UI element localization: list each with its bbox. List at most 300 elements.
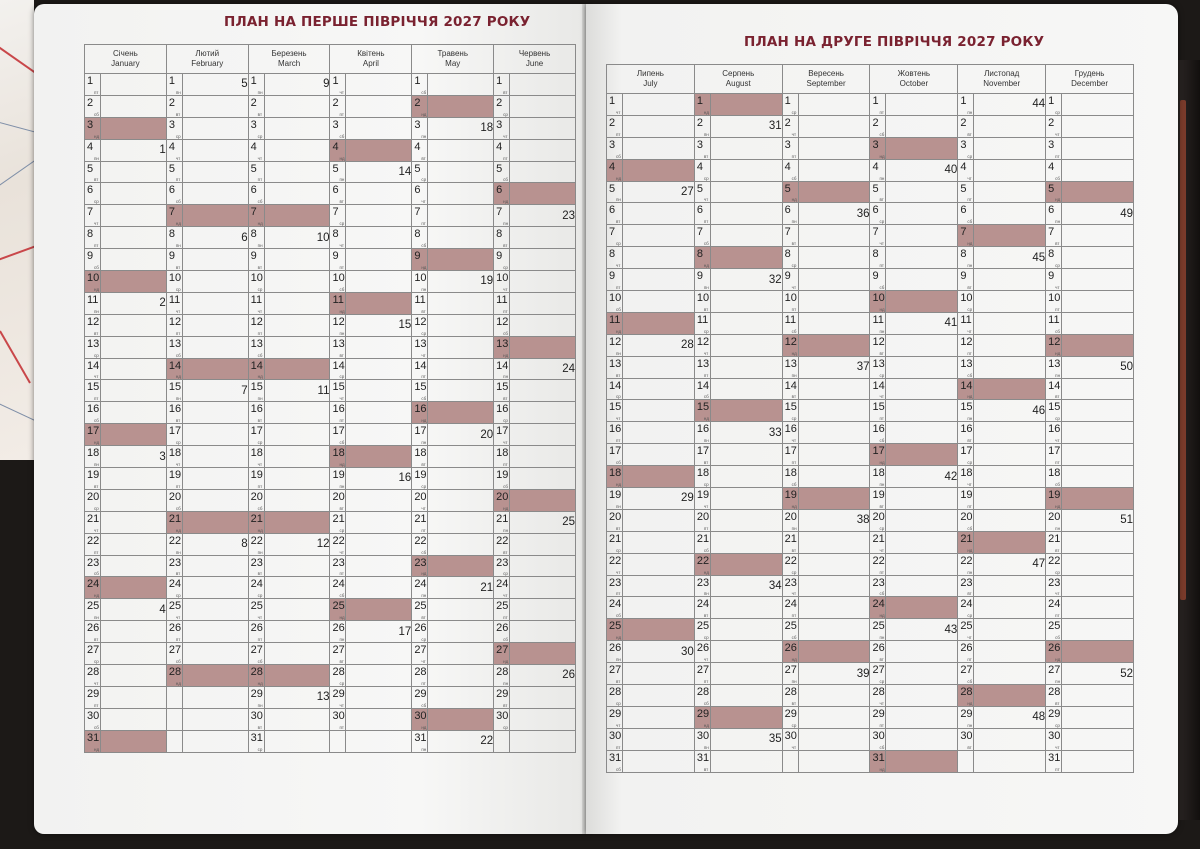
day-note-cell[interactable] <box>886 422 958 444</box>
day-note-cell[interactable] <box>886 706 958 728</box>
day-note-cell[interactable] <box>798 575 870 597</box>
day-note-cell[interactable] <box>346 446 412 468</box>
day-note-cell[interactable] <box>1062 685 1134 707</box>
day-note-cell[interactable] <box>623 422 695 444</box>
day-note-cell[interactable] <box>428 227 494 249</box>
day-note-cell[interactable] <box>428 511 494 533</box>
day-note-cell[interactable] <box>264 424 330 446</box>
day-note-cell[interactable] <box>510 643 576 665</box>
day-note-cell[interactable] <box>182 402 248 424</box>
day-note-cell[interactable] <box>428 599 494 621</box>
day-note-cell[interactable] <box>623 466 695 488</box>
day-note-cell[interactable] <box>346 271 412 293</box>
day-note-cell[interactable] <box>264 533 330 555</box>
day-note-cell[interactable] <box>886 181 958 203</box>
day-note-cell[interactable] <box>428 708 494 730</box>
day-note-cell[interactable] <box>1062 444 1134 466</box>
day-note-cell[interactable] <box>1062 159 1134 181</box>
day-note-cell[interactable] <box>886 94 958 116</box>
day-note-cell[interactable] <box>346 555 412 577</box>
day-note-cell[interactable] <box>428 577 494 599</box>
day-note-cell[interactable] <box>1062 663 1134 685</box>
day-note-cell[interactable] <box>264 314 330 336</box>
day-note-cell[interactable] <box>798 444 870 466</box>
day-note-cell[interactable] <box>346 358 412 380</box>
day-note-cell[interactable] <box>798 641 870 663</box>
day-note-cell[interactable] <box>974 597 1046 619</box>
day-note-cell[interactable] <box>101 489 167 511</box>
day-note-cell[interactable] <box>101 468 167 490</box>
day-note-cell[interactable] <box>886 466 958 488</box>
day-note-cell[interactable] <box>798 400 870 422</box>
day-note-cell[interactable] <box>346 621 412 643</box>
day-note-cell[interactable] <box>623 378 695 400</box>
day-note-cell[interactable] <box>886 137 958 159</box>
day-note-cell[interactable] <box>346 511 412 533</box>
day-note-cell[interactable] <box>101 730 167 752</box>
day-note-cell[interactable] <box>710 509 782 531</box>
day-note-cell[interactable] <box>623 94 695 116</box>
day-note-cell[interactable] <box>510 402 576 424</box>
day-note-cell[interactable] <box>1062 94 1134 116</box>
day-note-cell[interactable] <box>623 597 695 619</box>
day-note-cell[interactable] <box>886 356 958 378</box>
day-note-cell[interactable] <box>182 643 248 665</box>
day-note-cell[interactable] <box>710 159 782 181</box>
day-note-cell[interactable] <box>710 334 782 356</box>
day-note-cell[interactable] <box>182 533 248 555</box>
day-note-cell[interactable] <box>710 728 782 750</box>
day-note-cell[interactable] <box>510 599 576 621</box>
day-note-cell[interactable] <box>886 728 958 750</box>
day-note-cell[interactable] <box>101 74 167 96</box>
day-note-cell[interactable] <box>974 641 1046 663</box>
day-note-cell[interactable] <box>886 159 958 181</box>
day-note-cell[interactable] <box>428 446 494 468</box>
day-note-cell[interactable] <box>428 468 494 490</box>
day-note-cell[interactable] <box>264 468 330 490</box>
day-note-cell[interactable] <box>510 117 576 139</box>
day-note-cell[interactable] <box>428 74 494 96</box>
day-note-cell[interactable] <box>798 728 870 750</box>
day-note-cell[interactable] <box>346 95 412 117</box>
day-note-cell[interactable] <box>510 183 576 205</box>
day-note-cell[interactable] <box>346 139 412 161</box>
day-note-cell[interactable] <box>101 292 167 314</box>
day-note-cell[interactable] <box>710 531 782 553</box>
day-note-cell[interactable] <box>974 466 1046 488</box>
day-note-cell[interactable] <box>182 314 248 336</box>
day-note-cell[interactable] <box>346 74 412 96</box>
day-note-cell[interactable] <box>623 728 695 750</box>
day-note-cell[interactable] <box>428 686 494 708</box>
day-note-cell[interactable] <box>182 599 248 621</box>
day-note-cell[interactable] <box>710 378 782 400</box>
day-note-cell[interactable] <box>974 575 1046 597</box>
day-note-cell[interactable] <box>510 336 576 358</box>
day-note-cell[interactable] <box>974 115 1046 137</box>
day-note-cell[interactable] <box>974 137 1046 159</box>
day-note-cell[interactable] <box>1062 488 1134 510</box>
day-note-cell[interactable] <box>101 139 167 161</box>
day-note-cell[interactable] <box>346 249 412 271</box>
day-note-cell[interactable] <box>182 555 248 577</box>
day-note-cell[interactable] <box>510 358 576 380</box>
day-note-cell[interactable] <box>1062 619 1134 641</box>
day-note-cell[interactable] <box>264 161 330 183</box>
day-note-cell[interactable] <box>798 312 870 334</box>
day-note-cell[interactable] <box>798 159 870 181</box>
day-note-cell[interactable] <box>264 577 330 599</box>
day-note-cell[interactable] <box>974 422 1046 444</box>
day-note-cell[interactable] <box>1062 706 1134 728</box>
day-note-cell[interactable] <box>264 183 330 205</box>
day-note-cell[interactable] <box>974 488 1046 510</box>
day-note-cell[interactable] <box>710 137 782 159</box>
day-note-cell[interactable] <box>346 468 412 490</box>
day-note-cell[interactable] <box>1062 269 1134 291</box>
day-note-cell[interactable] <box>346 227 412 249</box>
day-note-cell[interactable] <box>1062 356 1134 378</box>
day-note-cell[interactable] <box>264 271 330 293</box>
day-note-cell[interactable] <box>510 205 576 227</box>
day-note-cell[interactable] <box>1062 203 1134 225</box>
day-note-cell[interactable] <box>710 663 782 685</box>
day-note-cell[interactable] <box>886 619 958 641</box>
day-note-cell[interactable] <box>623 575 695 597</box>
day-note-cell[interactable] <box>798 553 870 575</box>
day-note-cell[interactable] <box>710 115 782 137</box>
day-note-cell[interactable] <box>510 489 576 511</box>
day-note-cell[interactable] <box>510 139 576 161</box>
day-note-cell[interactable] <box>264 358 330 380</box>
day-note-cell[interactable] <box>886 203 958 225</box>
day-note-cell[interactable] <box>101 555 167 577</box>
day-note-cell[interactable] <box>510 686 576 708</box>
day-note-cell[interactable] <box>182 227 248 249</box>
day-note-cell[interactable] <box>974 312 1046 334</box>
day-note-cell[interactable] <box>510 249 576 271</box>
day-note-cell[interactable] <box>101 599 167 621</box>
day-note-cell[interactable] <box>798 488 870 510</box>
day-note-cell[interactable] <box>623 269 695 291</box>
day-note-cell[interactable] <box>101 424 167 446</box>
day-note-cell[interactable] <box>798 203 870 225</box>
day-note-cell[interactable] <box>428 336 494 358</box>
day-note-cell[interactable] <box>974 334 1046 356</box>
day-note-cell[interactable] <box>428 489 494 511</box>
day-note-cell[interactable] <box>182 161 248 183</box>
day-note-cell[interactable] <box>886 444 958 466</box>
day-note-cell[interactable] <box>182 489 248 511</box>
day-note-cell[interactable] <box>710 247 782 269</box>
day-note-cell[interactable] <box>101 161 167 183</box>
day-note-cell[interactable] <box>1062 531 1134 553</box>
day-note-cell[interactable] <box>974 685 1046 707</box>
day-note-cell[interactable] <box>346 533 412 555</box>
day-note-cell[interactable] <box>710 750 782 772</box>
day-note-cell[interactable] <box>264 643 330 665</box>
day-note-cell[interactable] <box>886 663 958 685</box>
day-note-cell[interactable] <box>510 227 576 249</box>
day-note-cell[interactable] <box>798 378 870 400</box>
day-note-cell[interactable] <box>101 358 167 380</box>
day-note-cell[interactable] <box>264 205 330 227</box>
day-note-cell[interactable] <box>428 380 494 402</box>
day-note-cell[interactable] <box>974 706 1046 728</box>
day-note-cell[interactable] <box>710 181 782 203</box>
day-note-cell[interactable] <box>182 249 248 271</box>
day-note-cell[interactable] <box>428 161 494 183</box>
day-note-cell[interactable] <box>346 424 412 446</box>
day-note-cell[interactable] <box>710 466 782 488</box>
day-note-cell[interactable] <box>101 227 167 249</box>
day-note-cell[interactable] <box>623 312 695 334</box>
day-note-cell[interactable] <box>1062 334 1134 356</box>
day-note-cell[interactable] <box>623 291 695 313</box>
day-note-cell[interactable] <box>101 446 167 468</box>
day-note-cell[interactable] <box>1062 247 1134 269</box>
day-note-cell[interactable] <box>101 577 167 599</box>
day-note-cell[interactable] <box>264 139 330 161</box>
day-note-cell[interactable] <box>264 555 330 577</box>
day-note-cell[interactable] <box>428 358 494 380</box>
day-note-cell[interactable] <box>510 468 576 490</box>
day-note-cell[interactable] <box>886 685 958 707</box>
day-note-cell[interactable] <box>623 553 695 575</box>
day-note-cell[interactable] <box>623 137 695 159</box>
day-note-cell[interactable] <box>710 203 782 225</box>
day-note-cell[interactable] <box>710 400 782 422</box>
day-note-cell[interactable] <box>510 424 576 446</box>
day-note-cell[interactable] <box>264 336 330 358</box>
day-note-cell[interactable] <box>798 685 870 707</box>
day-note-cell[interactable] <box>974 728 1046 750</box>
day-note-cell[interactable] <box>346 380 412 402</box>
day-note-cell[interactable] <box>1062 137 1134 159</box>
day-note-cell[interactable] <box>710 356 782 378</box>
day-note-cell[interactable] <box>428 117 494 139</box>
day-note-cell[interactable] <box>886 378 958 400</box>
day-note-cell[interactable] <box>623 247 695 269</box>
day-note-cell[interactable] <box>1062 422 1134 444</box>
day-note-cell[interactable] <box>182 665 248 687</box>
day-note-cell[interactable] <box>974 400 1046 422</box>
day-note-cell[interactable] <box>182 577 248 599</box>
day-note-cell[interactable] <box>264 665 330 687</box>
day-note-cell[interactable] <box>510 271 576 293</box>
day-note-cell[interactable] <box>886 509 958 531</box>
day-note-cell[interactable] <box>798 225 870 247</box>
day-note-cell[interactable] <box>510 665 576 687</box>
day-note-cell[interactable] <box>974 159 1046 181</box>
day-note-cell[interactable] <box>182 74 248 96</box>
day-note-cell[interactable] <box>428 205 494 227</box>
day-note-cell[interactable] <box>798 356 870 378</box>
day-note-cell[interactable] <box>264 227 330 249</box>
day-note-cell[interactable] <box>886 269 958 291</box>
day-note-cell[interactable] <box>798 269 870 291</box>
day-note-cell[interactable] <box>974 553 1046 575</box>
day-note-cell[interactable] <box>1062 728 1134 750</box>
day-note-cell[interactable] <box>264 511 330 533</box>
day-note-cell[interactable] <box>264 708 330 730</box>
day-note-cell[interactable] <box>974 225 1046 247</box>
day-note-cell[interactable] <box>974 247 1046 269</box>
day-note-cell[interactable] <box>623 444 695 466</box>
day-note-cell[interactable] <box>264 446 330 468</box>
day-note-cell[interactable] <box>886 553 958 575</box>
day-note-cell[interactable] <box>623 181 695 203</box>
day-note-cell[interactable] <box>1062 225 1134 247</box>
day-note-cell[interactable] <box>710 269 782 291</box>
day-note-cell[interactable] <box>974 509 1046 531</box>
day-note-cell[interactable] <box>264 730 330 752</box>
day-note-cell[interactable] <box>101 95 167 117</box>
day-note-cell[interactable] <box>182 358 248 380</box>
day-note-cell[interactable] <box>428 621 494 643</box>
day-note-cell[interactable] <box>623 706 695 728</box>
day-note-cell[interactable] <box>974 203 1046 225</box>
day-note-cell[interactable] <box>182 292 248 314</box>
day-note-cell[interactable] <box>101 314 167 336</box>
day-note-cell[interactable] <box>264 292 330 314</box>
day-note-cell[interactable] <box>264 95 330 117</box>
day-note-cell[interactable] <box>182 205 248 227</box>
day-note-cell[interactable] <box>798 466 870 488</box>
day-note-cell[interactable] <box>1062 312 1134 334</box>
day-note-cell[interactable] <box>101 205 167 227</box>
day-note-cell[interactable] <box>510 577 576 599</box>
day-note-cell[interactable] <box>428 402 494 424</box>
day-note-cell[interactable] <box>1062 291 1134 313</box>
day-note-cell[interactable] <box>428 183 494 205</box>
day-note-cell[interactable] <box>101 402 167 424</box>
day-note-cell[interactable] <box>974 531 1046 553</box>
day-note-cell[interactable] <box>798 663 870 685</box>
day-note-cell[interactable] <box>710 619 782 641</box>
day-note-cell[interactable] <box>346 665 412 687</box>
day-note-cell[interactable] <box>1062 400 1134 422</box>
day-note-cell[interactable] <box>428 249 494 271</box>
day-note-cell[interactable] <box>264 249 330 271</box>
day-note-cell[interactable] <box>1062 181 1134 203</box>
day-note-cell[interactable] <box>101 249 167 271</box>
day-note-cell[interactable] <box>798 706 870 728</box>
day-note-cell[interactable] <box>798 531 870 553</box>
day-note-cell[interactable] <box>886 291 958 313</box>
day-note-cell[interactable] <box>886 531 958 553</box>
day-note-cell[interactable] <box>798 247 870 269</box>
day-note-cell[interactable] <box>182 336 248 358</box>
day-note-cell[interactable] <box>182 446 248 468</box>
day-note-cell[interactable] <box>101 511 167 533</box>
day-note-cell[interactable] <box>510 95 576 117</box>
day-note-cell[interactable] <box>974 181 1046 203</box>
day-note-cell[interactable] <box>101 380 167 402</box>
day-note-cell[interactable] <box>428 643 494 665</box>
day-note-cell[interactable] <box>798 619 870 641</box>
day-note-cell[interactable] <box>264 686 330 708</box>
day-note-cell[interactable] <box>1062 509 1134 531</box>
day-note-cell[interactable] <box>346 402 412 424</box>
day-note-cell[interactable] <box>710 597 782 619</box>
day-note-cell[interactable] <box>428 555 494 577</box>
day-note-cell[interactable] <box>886 488 958 510</box>
day-note-cell[interactable] <box>346 686 412 708</box>
day-note-cell[interactable] <box>346 643 412 665</box>
day-note-cell[interactable] <box>428 424 494 446</box>
day-note-cell[interactable] <box>886 225 958 247</box>
day-note-cell[interactable] <box>623 750 695 772</box>
day-note-cell[interactable] <box>346 161 412 183</box>
day-note-cell[interactable] <box>346 292 412 314</box>
day-note-cell[interactable] <box>886 575 958 597</box>
day-note-cell[interactable] <box>974 356 1046 378</box>
day-note-cell[interactable] <box>974 378 1046 400</box>
day-note-cell[interactable] <box>101 336 167 358</box>
day-note-cell[interactable] <box>510 511 576 533</box>
day-note-cell[interactable] <box>101 621 167 643</box>
day-note-cell[interactable] <box>428 665 494 687</box>
day-note-cell[interactable] <box>101 117 167 139</box>
day-note-cell[interactable] <box>101 271 167 293</box>
day-note-cell[interactable] <box>182 511 248 533</box>
day-note-cell[interactable] <box>710 553 782 575</box>
day-note-cell[interactable] <box>974 444 1046 466</box>
day-note-cell[interactable] <box>974 619 1046 641</box>
day-note-cell[interactable] <box>428 95 494 117</box>
day-note-cell[interactable] <box>101 533 167 555</box>
day-note-cell[interactable] <box>101 686 167 708</box>
day-note-cell[interactable] <box>510 446 576 468</box>
day-note-cell[interactable] <box>101 708 167 730</box>
day-note-cell[interactable] <box>346 599 412 621</box>
day-note-cell[interactable] <box>886 400 958 422</box>
day-note-cell[interactable] <box>510 621 576 643</box>
day-note-cell[interactable] <box>710 94 782 116</box>
day-note-cell[interactable] <box>886 597 958 619</box>
day-note-cell[interactable] <box>798 422 870 444</box>
day-note-cell[interactable] <box>428 314 494 336</box>
day-note-cell[interactable] <box>1062 750 1134 772</box>
day-note-cell[interactable] <box>623 334 695 356</box>
day-note-cell[interactable] <box>1062 115 1134 137</box>
day-note-cell[interactable] <box>710 225 782 247</box>
day-note-cell[interactable] <box>798 94 870 116</box>
day-note-cell[interactable] <box>1062 553 1134 575</box>
day-note-cell[interactable] <box>182 468 248 490</box>
day-note-cell[interactable] <box>974 291 1046 313</box>
day-note-cell[interactable] <box>346 708 412 730</box>
day-note-cell[interactable] <box>346 489 412 511</box>
day-note-cell[interactable] <box>428 730 494 752</box>
day-note-cell[interactable] <box>182 139 248 161</box>
day-note-cell[interactable] <box>510 161 576 183</box>
day-note-cell[interactable] <box>510 74 576 96</box>
day-note-cell[interactable] <box>1062 466 1134 488</box>
day-note-cell[interactable] <box>101 183 167 205</box>
day-note-cell[interactable] <box>798 291 870 313</box>
day-note-cell[interactable] <box>264 402 330 424</box>
day-note-cell[interactable] <box>886 334 958 356</box>
day-note-cell[interactable] <box>510 533 576 555</box>
day-note-cell[interactable] <box>264 621 330 643</box>
day-note-cell[interactable] <box>1062 641 1134 663</box>
day-note-cell[interactable] <box>623 685 695 707</box>
day-note-cell[interactable] <box>798 115 870 137</box>
day-note-cell[interactable] <box>346 183 412 205</box>
